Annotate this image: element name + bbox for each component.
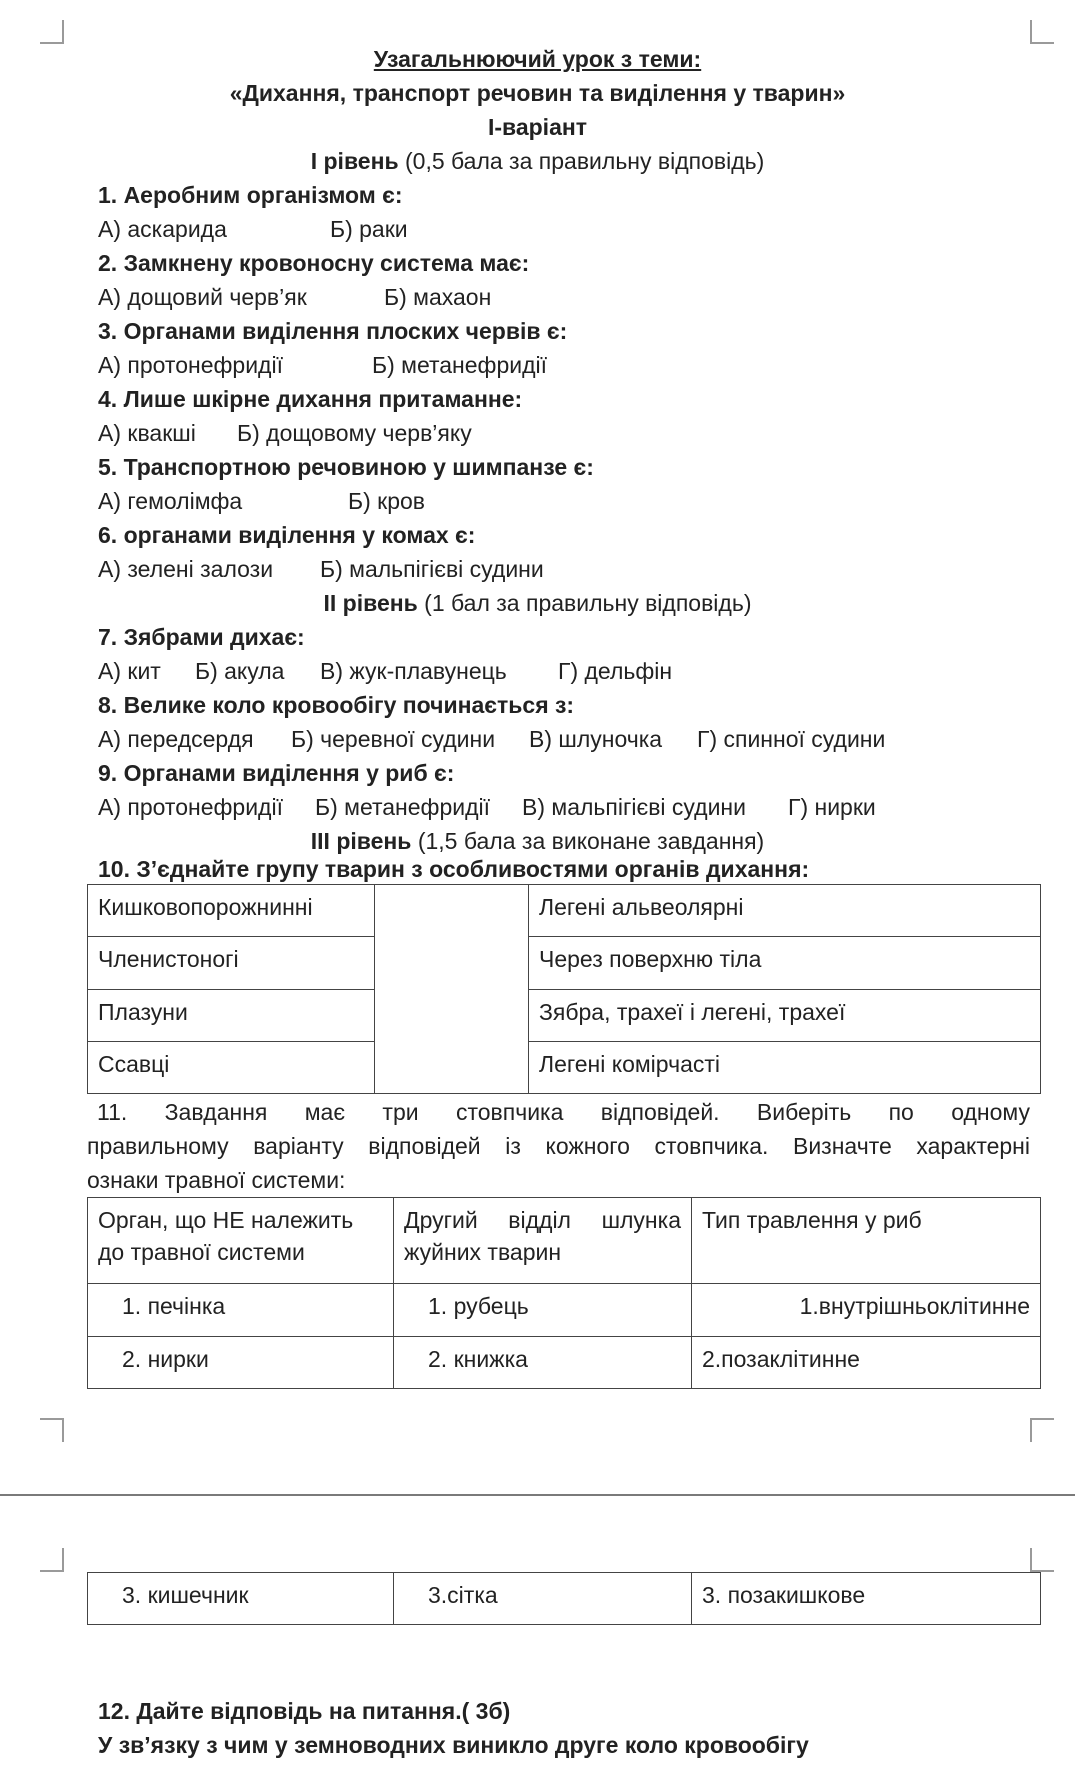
page-corner-mark <box>1030 20 1054 44</box>
option-a: А) аскарида <box>98 216 227 242</box>
table-cell: 3. позакишкове <box>692 1573 1041 1625</box>
breathing-feature-cell: Легені альвеолярні <box>529 885 1041 937</box>
option-b: Б) мальпігієві судини <box>320 556 544 582</box>
option-a: А) кит <box>98 658 161 684</box>
option-a: А) протонефридії <box>98 352 283 378</box>
breathing-feature-cell: Через поверхню тіла <box>529 937 1041 990</box>
option-a: А) квакші <box>98 420 196 446</box>
option-v: В) жук-плавунець <box>320 658 507 684</box>
option-b: Б) метанефридії <box>372 352 548 378</box>
answer-options-3 <box>98 348 547 382</box>
table-cell: 3. кишечник <box>88 1573 394 1625</box>
option-a: А) гемолімфа <box>98 488 243 514</box>
level1-note: (0,5 бала за правильну відповідь) <box>398 148 765 174</box>
option-a: А) зелені залози <box>98 556 274 582</box>
variant-label: І-варіант <box>487 114 588 140</box>
page-corner-mark <box>40 1548 64 1572</box>
option-g: Г) нирки <box>788 794 876 820</box>
question-11-line: 11. Завдання має три стовпчика відповідей. Виберіть по одному <box>97 1099 1030 1125</box>
animal-group-cell: Кишковопорожнинні <box>88 885 375 937</box>
question-3: 3. Органами виділення плоских червів є: <box>98 318 568 344</box>
animal-group-cell: Членистоногі <box>88 937 375 990</box>
question-6: 6. органами виділення у комах є: <box>98 522 476 548</box>
question-11-line: ознаки травної системи: <box>87 1167 346 1193</box>
option-a: А) протонефридії <box>98 794 283 820</box>
table-cell: 1. рубець <box>394 1284 692 1337</box>
answer-options-4 <box>98 416 472 450</box>
level1-heading <box>0 144 1075 178</box>
option-b: Б) кров <box>348 488 426 514</box>
answer-options-5 <box>98 484 425 518</box>
level2-heading <box>0 586 1075 620</box>
page-break-divider <box>0 1494 1075 1496</box>
column-header: Тип травлення у риб <box>692 1198 1041 1284</box>
question-1: 1. Аеробним організмом є: <box>98 182 403 208</box>
option-a: А) передсердя <box>98 726 254 752</box>
question-12-text: У зв’язку з чим у земноводних виникло друге коло кровообігу <box>98 1732 809 1758</box>
answer-options-6 <box>98 552 544 586</box>
matching-gap-cell <box>375 885 529 1094</box>
option-a: А) дощовий черв’як <box>98 284 307 310</box>
question-2: 2. Замкнену кровоносну система має: <box>98 250 530 276</box>
option-b: Б) раки <box>330 216 408 242</box>
answer-options-7 <box>98 654 672 688</box>
option-b: Б) черевної судини <box>291 726 496 752</box>
page-corner-mark <box>1030 1418 1054 1442</box>
question-10: 10. З’єднайте групу тварин з особливостями органів дихання: <box>98 856 810 882</box>
answer-options-9 <box>98 790 876 824</box>
level3-note: (1,5 бала за виконане завдання) <box>411 828 765 854</box>
level2-note: (1 бал за правильну відповідь) <box>417 590 752 616</box>
answer-options-1 <box>98 212 408 246</box>
table-cell: 1. печінка <box>88 1284 394 1337</box>
table-cell: 1.внутрішньоклітинне <box>692 1284 1041 1337</box>
table-cell: 2. книжка <box>394 1337 692 1389</box>
page-corner-mark <box>1030 1548 1054 1572</box>
page-corner-mark <box>40 20 64 44</box>
option-b: Б) акула <box>195 658 285 684</box>
question-5: 5. Транспортною речовиною у шимпанзе є: <box>98 454 594 480</box>
level3-title: ІІІ рівень <box>310 828 412 854</box>
answer-options-2 <box>98 280 491 314</box>
level2-title: ІІ рівень <box>323 590 418 616</box>
question-11-line: правильному варіанту відповідей із кожного стовпчика. Визначте характерні <box>87 1133 1030 1159</box>
question-11 <box>87 1095 1030 1197</box>
option-v: В) шлуночка <box>529 726 663 752</box>
table-cell: 3.сітка <box>394 1573 692 1625</box>
lesson-title: Узагальнюючий урок з теми: <box>373 46 702 72</box>
breathing-feature-cell: Легені комірчасті <box>529 1042 1041 1094</box>
question-9: 9. Органами виділення у риб є: <box>98 760 455 786</box>
question-12: 12. Дайте відповідь на питання.( 3б) <box>98 1698 511 1724</box>
option-v: В) мальпігієві судини <box>522 794 746 820</box>
option-b: Б) метанефридії <box>315 794 491 820</box>
level1-title: І рівень <box>310 148 399 174</box>
digestion-table <box>87 1197 1041 1389</box>
option-b: Б) дощовому черв’яку <box>237 420 472 446</box>
page-corner-mark <box>40 1418 64 1442</box>
option-g: Г) спинної судини <box>697 726 886 752</box>
question-7: 7. Зябрами дихає: <box>98 624 305 650</box>
question-8: 8. Велике коло кровообігу починається з: <box>98 692 575 718</box>
breathing-feature-cell: Зябра, трахеї і легені, трахеї <box>529 990 1041 1042</box>
table-cell: 2. нирки <box>88 1337 394 1389</box>
option-g: Г) дельфін <box>558 658 673 684</box>
matching-table <box>87 884 1041 1094</box>
lesson-topic: «Дихання, транспорт речовин та виділення у тварин» <box>229 80 846 106</box>
option-b: Б) махаон <box>384 284 492 310</box>
question-4: 4. Лише шкірне дихання притаманне: <box>98 386 523 412</box>
column-header: Другий відділ шлунка жуйних тварин <box>394 1198 692 1284</box>
digestion-table-continued <box>87 1572 1041 1625</box>
animal-group-cell: Ссавці <box>88 1042 375 1094</box>
column-header: Орган, що НЕ належить до травної системи <box>88 1198 394 1284</box>
animal-group-cell: Плазуни <box>88 990 375 1042</box>
table-cell: 2.позаклітинне <box>692 1337 1041 1389</box>
answer-options-8 <box>98 722 885 756</box>
